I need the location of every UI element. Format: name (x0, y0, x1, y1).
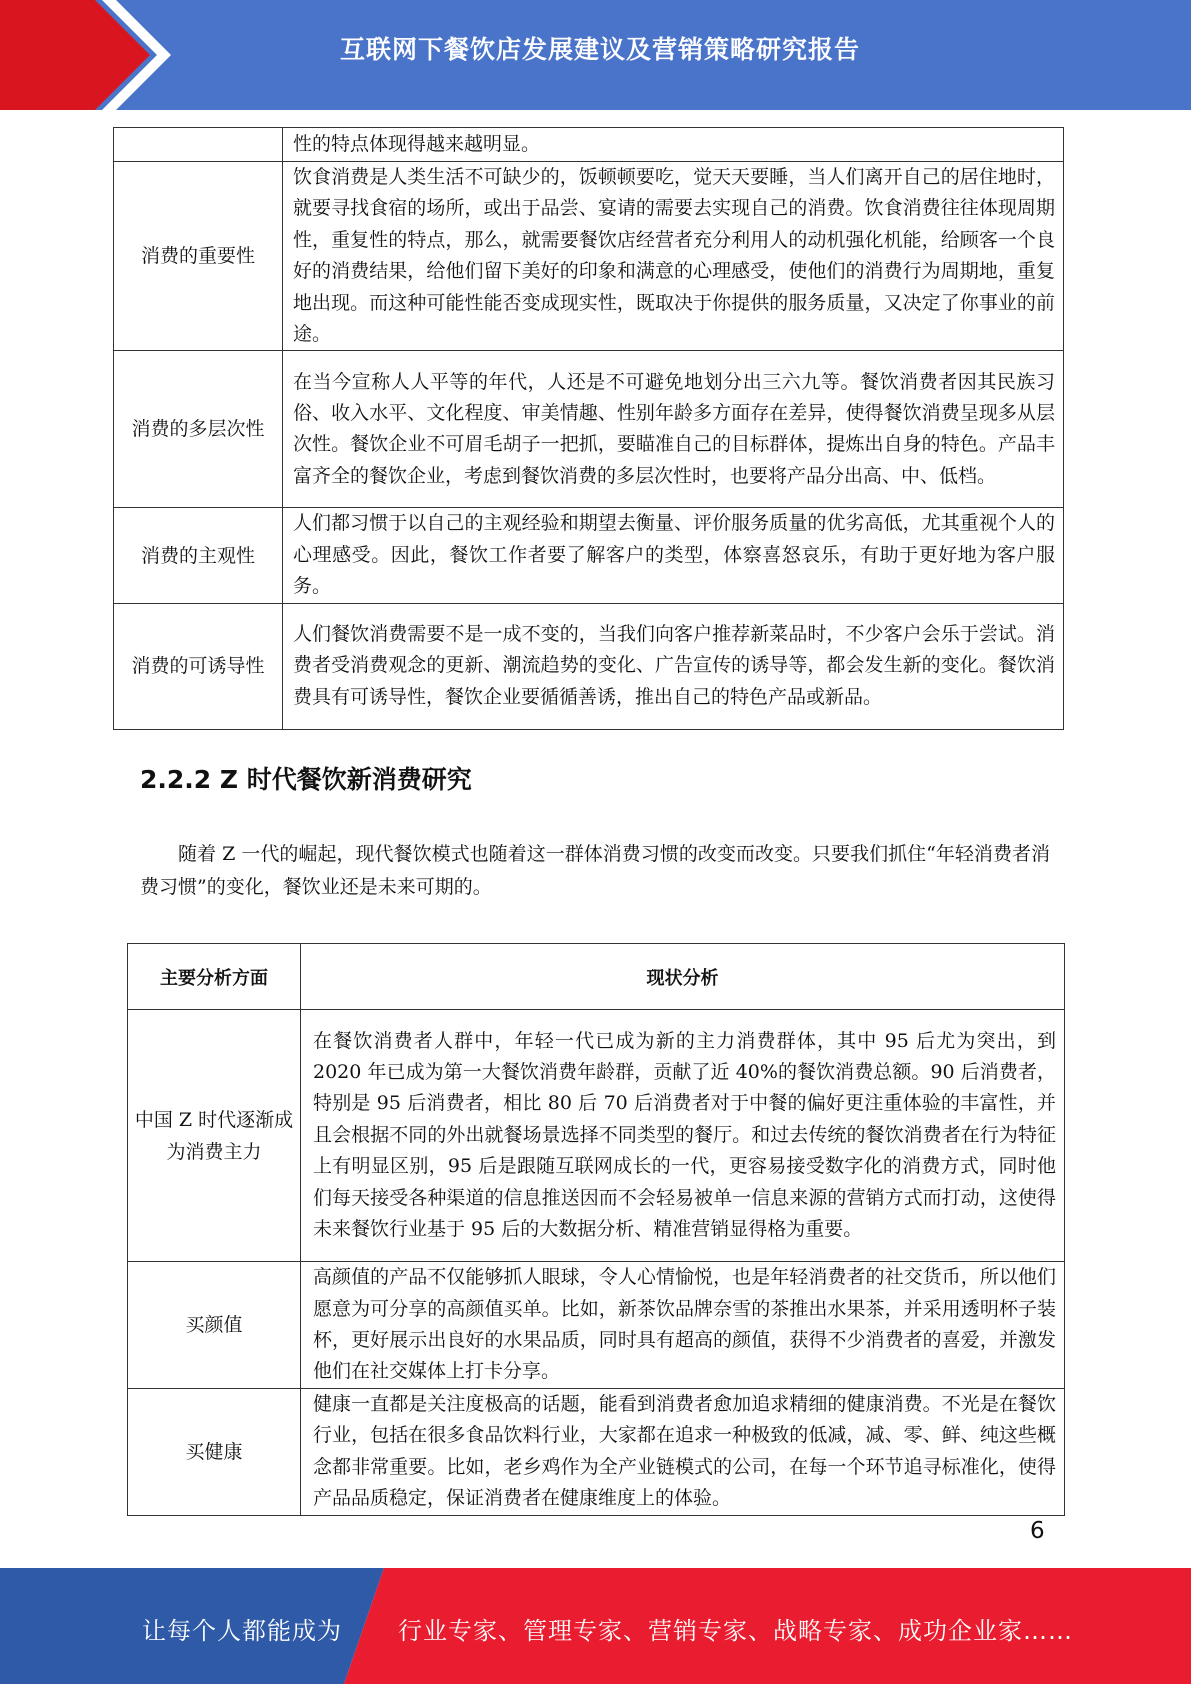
row-content: 人们餐饮消费需要不是一成不变的，当我们向客户推荐新菜品时，不少客户会乐于尝试。消费者受消费观念的更新、潮流趋势的变化、广告宣传的诱导等，都会发生新的变化。餐饮消费具有可诱导性，餐饮企业要循循善诱，推出自己的特色产品或新品。 (283, 603, 1064, 729)
row-content: 饮食消费是人类生活不可缺少的，饭顿顿要吃，觉天天要睡，当人们离开自己的居住地时，就要寻找食宿的场所，或出于品尝、宴请的需要去实现自己的消费。饮食消费往往体现周期性，重复性的特点，那么，就需要餐饮店经营者充分利用人的动机强化机能，给顾客一个良好的消费结果，给他们留下美好的印象和满意的心理感受，使他们的消费行为周期地，重复地出现。而这种可能性能否变成现实性，既取决于你提供的服务质量，又决定了你事业的前途。 (283, 162, 1064, 351)
table-row (128, 1010, 1065, 1262)
row-label: 中国 Z 时代逐渐成为消费主力 (128, 1010, 301, 1262)
page-footer (0, 1568, 1191, 1684)
z-generation-analysis-table (127, 943, 1065, 1516)
table-row (128, 1262, 1065, 1389)
row-label: 消费的重要性 (114, 162, 283, 351)
row-content: 性的特点体现得越来越明显。 (283, 128, 1064, 162)
page-header (0, 0, 1191, 110)
intro-paragraph: 随着 Z 一代的崛起，现代餐饮模式也随着这一群体消费习惯的改变而改变。只要我们抓住“年轻消费者消费习惯”的变化，餐饮业还是未来可期的。 (140, 843, 1050, 898)
table-row (114, 162, 1064, 351)
row-label: 买健康 (128, 1389, 301, 1516)
row-content: 在餐饮消费者人群中，年轻一代已成为新的主力消费群体，其中 95 后尤为突出，到 2020 年已成为第一大餐饮消费年龄群，贡献了近 40%的餐饮消费总额。90 后消费者，特别是 95 后消费者，相比 80 后 70 后消费者对于中餐的偏好更注重体验的丰富性，并且会根据不同的外出就餐场景选择不同类型的餐厅。和过去传统的餐饮消费者在行为特征上有明显区别，95 后是跟随互联网成长的一代，更容易接受数字化的消费方式，同时他们每天接受各种渠道的信息推送因而不会轻易被单一信息来源的营销方式而打动，这使得未来餐饮行业基于 95 后的大数据分析、精准营销显得格为重要。 (301, 1010, 1065, 1262)
table-row (114, 603, 1064, 729)
consumption-traits-table (113, 127, 1064, 730)
page-number: 6 (1030, 1518, 1045, 1544)
row-content: 健康一直都是关注度极高的话题，能看到消费者愈加追求精细的健康消费。不光是在餐饮行业，包括在很多食品饮料行业，大家都在追求一种极致的低减，减、零、鲜、纯这些概念都非常重要。比如，老乡鸡作为全产业链模式的公司，在每一个环节追寻标准化，使得产品品质稳定，保证消费者在健康维度上的体验。 (301, 1389, 1065, 1516)
table-header-row (128, 944, 1065, 1010)
row-label: 消费的主观性 (114, 508, 283, 603)
table-row (128, 1389, 1065, 1516)
header-title: 互联网下餐饮店发展建议及营销策略研究报告 (339, 35, 860, 64)
table-row (114, 351, 1064, 508)
table-row (114, 508, 1064, 603)
row-label: 消费的可诱导性 (114, 603, 283, 729)
row-label: 买颜值 (128, 1262, 301, 1389)
footer-slogan-right: 行业专家、管理专家、营销专家、战略专家、成功企业家…… (398, 1617, 1073, 1645)
row-content: 人们都习惯于以自己的主观经验和期望去衡量、评价服务质量的优劣高低，尤其重视个人的心理感受。因此，餐饮工作者要了解客户的类型，体察喜怒哀乐，有助于更好地为客户服务。 (283, 508, 1064, 603)
footer-slogan-left: 让每个人都能成为 (142, 1617, 342, 1645)
column-header-aspect: 主要分析方面 (128, 944, 301, 1010)
row-label: 消费的多层次性 (114, 351, 283, 508)
row-content: 在当今宣称人人平等的年代，人还是不可避免地划分出三六九等。餐饮消费者因其民族习俗、收入水平、文化程度、审美情趣、性别年龄多方面存在差异，使得餐饮消费呈现多从层次性。餐饮企业不可眉毛胡子一把抓，要瞄准自己的目标群体，提炼出自身的特色。产品丰富齐全的餐饮企业，考虑到餐饮消费的多层次性时，也要将产品分出高、中、低档。 (283, 351, 1064, 508)
table-row (114, 128, 1064, 162)
row-label (114, 128, 283, 162)
section-heading: 2.2.2 Z 时代餐饮新消费研究 (140, 765, 472, 794)
column-header-analysis: 现状分析 (301, 944, 1065, 1010)
row-content: 高颜值的产品不仅能够抓人眼球，令人心情愉悦，也是年轻消费者的社交货币，所以他们愿意为可分享的高颜值买单。比如，新茶饮品牌奈雪的茶推出水果茶，并采用透明杯子装杯，更好展示出良好的水果品质，同时具有超高的颜值，获得不少消费者的喜爱，并激发他们在社交媒体上打卡分享。 (301, 1262, 1065, 1389)
